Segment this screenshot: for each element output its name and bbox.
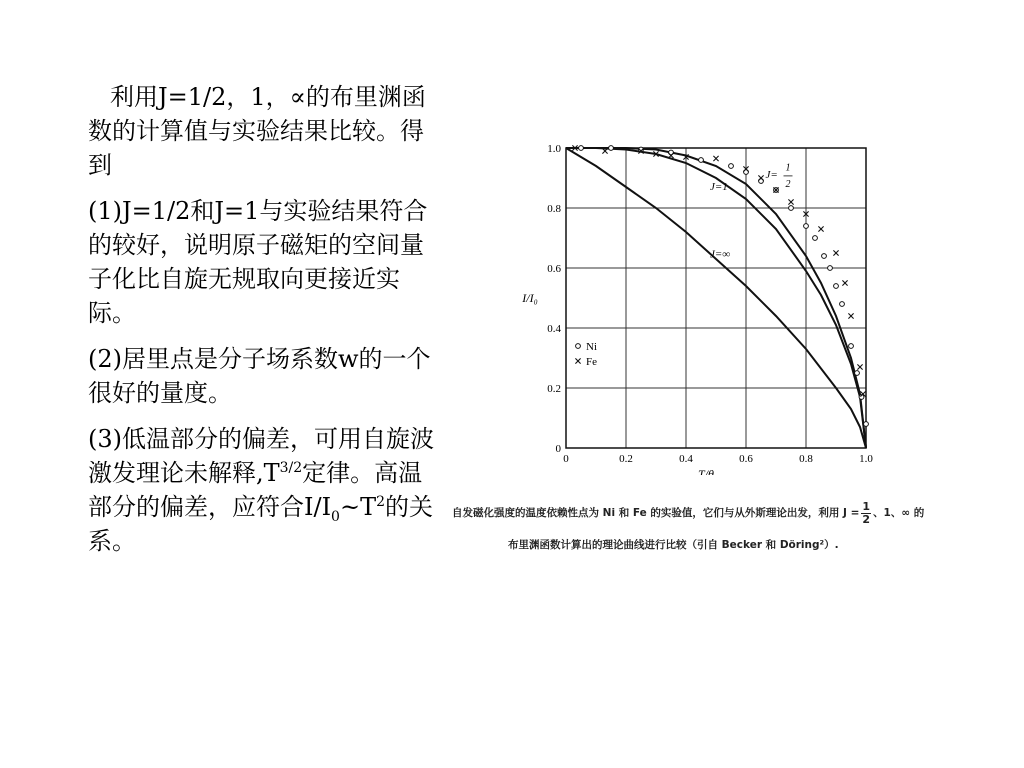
chart-svg — [520, 130, 880, 475]
caption-frac-num: 1 — [862, 499, 871, 513]
p3-part-b: 定律。高温部分的偏差，应符合I/I — [88, 459, 423, 521]
x-tick-label: 0.8 — [799, 453, 813, 465]
ni-point — [849, 344, 854, 349]
curve-line — [566, 148, 866, 448]
ni-point — [813, 236, 818, 241]
y-axis-label: I/I₀ — [522, 291, 538, 305]
chart-labels — [575, 163, 792, 369]
ni-point — [729, 164, 734, 169]
curve-label-half-prefix: J= — [765, 169, 778, 181]
fe-point — [575, 358, 580, 363]
caption-fraction — [861, 501, 871, 526]
y-tick-label: 0.4 — [547, 323, 561, 335]
y-tick-label: 1.0 — [547, 143, 561, 155]
point-2-paragraph: (2)居里点是分子场系数w的一个很好的量度。 — [88, 345, 431, 407]
fe-point — [842, 280, 847, 285]
figure-caption — [452, 497, 1012, 561]
y-tick-label: 0 — [555, 443, 561, 455]
p3-part-d: 的关系。 — [88, 493, 434, 555]
fe-point — [848, 313, 853, 318]
ni-point — [579, 146, 584, 151]
chart-frame — [566, 148, 866, 448]
curve-label-one: J=1 — [710, 181, 728, 193]
legend-ni-label: Ni — [586, 341, 597, 353]
fe-point — [857, 364, 862, 369]
x-tick-label: 0.2 — [619, 453, 633, 465]
ni-point — [840, 302, 845, 307]
plot-frame — [566, 148, 866, 448]
y-tick-label: 0.8 — [547, 203, 561, 215]
ni-point — [699, 158, 704, 163]
x-tick-label: 0.6 — [739, 453, 753, 465]
intro-paragraph: 利用J=1/2，1，∝的布里渊函数的计算值与实验结果比较。得到 — [88, 83, 426, 179]
caption-line-1-b: 、1、∞ 的 — [873, 507, 925, 519]
legend-fe-label: Fe — [586, 356, 597, 368]
ni-point — [828, 266, 833, 271]
point-1-paragraph: (1)J=1/2和J=1与实验结果符合的较好，说明原子磁矩的空间量子化比自旋无规取向更接近实际。 — [88, 197, 428, 327]
p3-superscript-2: 2 — [376, 494, 386, 510]
y-tick-label: 0.6 — [547, 263, 561, 275]
fe-point — [788, 199, 793, 204]
p3-part-a: (3)低温部分的偏差，可用自旋波激发理论未解释,T — [88, 425, 434, 487]
ni-point — [855, 371, 860, 376]
fe-point — [818, 226, 823, 231]
y-tick-label: 0.2 — [547, 383, 561, 395]
curve-label-inf: J=∞ — [710, 248, 731, 261]
caption-line-1 — [452, 497, 1012, 529]
x-tick-label: 1.0 — [859, 453, 873, 465]
x-tick-label: 0 — [563, 453, 569, 465]
x-axis-label: T/θ — [698, 467, 714, 475]
curve-label-half — [766, 163, 793, 191]
text-column — [88, 80, 438, 570]
curve-label-half-den: 2 — [785, 179, 791, 190]
curve-line — [566, 148, 866, 448]
caption-line-1-a: 自发磁化强度的温度依赖性点为 Ni 和 Fe 的实验值，它们与从外斯理论出发，利用 J = — [452, 507, 860, 519]
magnetization-chart — [520, 130, 880, 475]
ni-point — [576, 344, 581, 349]
ni-point — [864, 422, 869, 427]
chart-grid — [566, 148, 866, 448]
curve-label-half-num: 1 — [785, 162, 791, 174]
ni-point — [789, 206, 794, 211]
ni-point — [804, 224, 809, 229]
point-3-paragraph — [88, 422, 438, 558]
ni-point — [822, 254, 827, 259]
ni-point — [609, 146, 614, 151]
fe-point — [833, 250, 838, 255]
p3-superscript: 3/2 — [279, 460, 303, 476]
caption-frac-den: 2 — [862, 512, 871, 526]
ni-point — [834, 284, 839, 289]
curve-line — [566, 148, 866, 448]
p3-subscript: 0 — [331, 508, 340, 525]
fe-point — [713, 156, 718, 161]
x-tick-label: 0.4 — [679, 453, 693, 465]
chart-ticks — [521, 143, 873, 475]
caption-line-2: 布里渊函数计算出的理论曲线进行比较（引自 Becker 和 Döring²）. — [508, 539, 839, 551]
p3-part-c: ~T — [339, 493, 377, 521]
chart-curves — [566, 148, 866, 448]
